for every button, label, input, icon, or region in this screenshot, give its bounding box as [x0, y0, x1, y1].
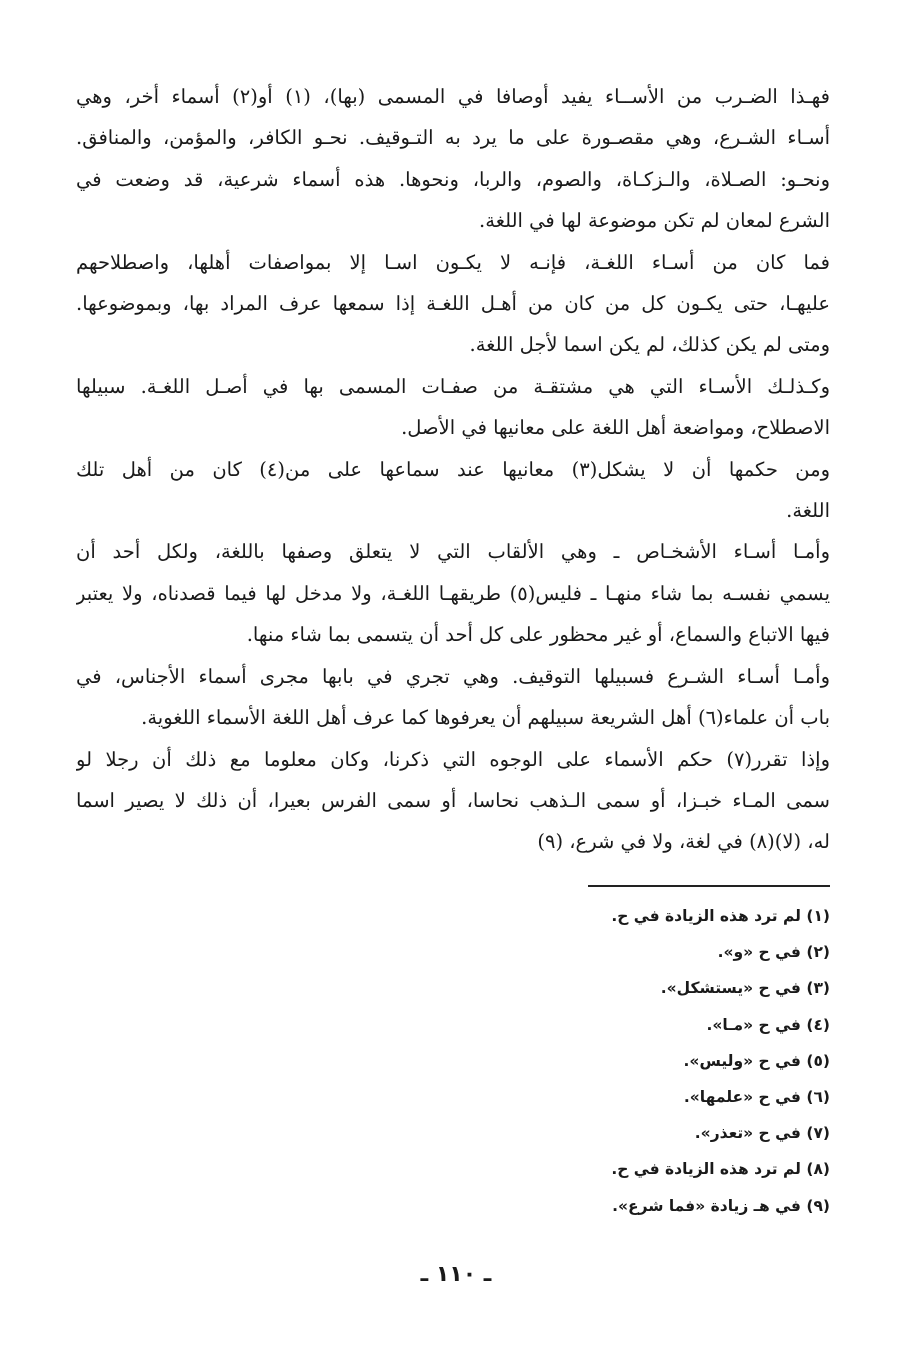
- text-line: له، (لا)(٨) في لغة، ولا في شرع، (٩): [537, 830, 830, 854]
- text-line: فما كان من أسـاء اللغـة، فإنـه لا يكـون اسـا إلا بمواصفات أهلها، واصطلاحهم: [76, 250, 830, 274]
- text-line: ومتى لم يكن كذلك، لم يكن اسما لأجل اللغة.: [469, 333, 830, 357]
- footnote: (٣) في ح «يستشكل».: [660, 979, 830, 998]
- text-line: وإذا تقرر(٧) حكم الأسماء على الوجوه التي ذكرنا، وكان معلوما مع ذلك أن رجلا لو: [76, 747, 830, 771]
- footnotes: [430, 898, 830, 1224]
- footnote: (٢) في ح «و».: [717, 943, 830, 962]
- main-text: [76, 76, 830, 863]
- text-line: ونحـو: الصـلاة، والـزكـاة، والصوم، والربا، ونحوها. هذه أسماء شرعية، قد وضعت في: [76, 167, 830, 191]
- text-line: سمى المـاء خبـزا، أو سمى الـذهب نحاسا، أو سمى الفرس بعيرا، أن ذلك لا يصير اسما: [76, 788, 830, 812]
- page-number: ـ ١١٠ ـ: [420, 1262, 492, 1287]
- text-line: الشرع لمعان لم تكن موضوعة لها في اللغة.: [479, 209, 830, 233]
- footnote: (٩) في هـ زيادة «فما شرع».: [612, 1196, 830, 1215]
- footnote: (٦) في ح «علمها».: [683, 1088, 830, 1107]
- paragraph: [76, 76, 830, 242]
- text-line: عليهـا، حتى يكـون كل من كان من أهـل اللغـة إذا سمعها عرف المراد بها، وبموضوعها.: [76, 292, 830, 316]
- footnote-separator: [588, 885, 830, 887]
- text-line: باب أن علماء(٦) أهل الشريعة سبيلهم أن يعرفوها كما عرف أهل اللغة الأسماء اللغوية.: [141, 706, 830, 730]
- paragraph: [76, 739, 830, 863]
- paragraph: [76, 242, 830, 366]
- text-line: أسـاء الشـرع، وهي مقصـورة على ما يرد به التـوقيف. نحـو الكافر، والمؤمن، والمنافق.: [76, 126, 830, 150]
- footnote: (٨) لم ترد هذه الزيادة في ح.: [611, 1160, 830, 1179]
- text-line: ومن حكمها أن لا يشكل(٣) معانيها عند سماعها على من(٤) كان من أهل تلك: [76, 457, 830, 481]
- footnote: (٧) في ح «تعذر».: [694, 1124, 830, 1143]
- text-line: فيها الاتباع والسماع، أو غير محظور على كل أحد أن يتسمى بما شاء منها.: [246, 623, 830, 647]
- text-line: وكـذلـك الأسـاء التي هي مشتقـة من صفـات المسمى بها في أصـل اللغـة. سبيلها: [76, 374, 830, 398]
- paragraph: [76, 449, 830, 532]
- footnote: (٥) في ح «وليس».: [683, 1051, 830, 1070]
- footnote: (١) لم ترد هذه الزيادة في ح.: [611, 907, 830, 925]
- paragraph: [76, 531, 830, 655]
- text-line: يسمي نفسـه بما شاء منهـا ـ فليس(٥) طريقهـا اللغـة، ولا مدخل لها فيما قصدناه، ولا يعتبر: [76, 581, 830, 605]
- footnote: (٤) في ح «مـا».: [706, 1015, 830, 1034]
- text-line: اللغة.: [786, 499, 830, 523]
- text-line: الاصطلاح، ومواضعة أهل اللغة على معانيها في الأصل.: [401, 416, 830, 440]
- text-line: وأمـا أسـاء الأشخـاص ـ وهي الألقاب التي لا يتعلق وصفها باللغة، ولكل أحد أن: [76, 540, 830, 564]
- text-line: وأمـا أسـاء الشـرع فسبيلها التوقيف. وهي تجري في بابها مجرى أسماء الأجناس، في: [76, 664, 830, 688]
- paragraph: [76, 366, 830, 449]
- paragraph: [76, 656, 830, 739]
- text-line: فهـذا الضـرب من الأســاء يفيد أوصافا في المسمى (بها)، (١) أو(٢) أسماء أخر، وهي: [76, 85, 830, 108]
